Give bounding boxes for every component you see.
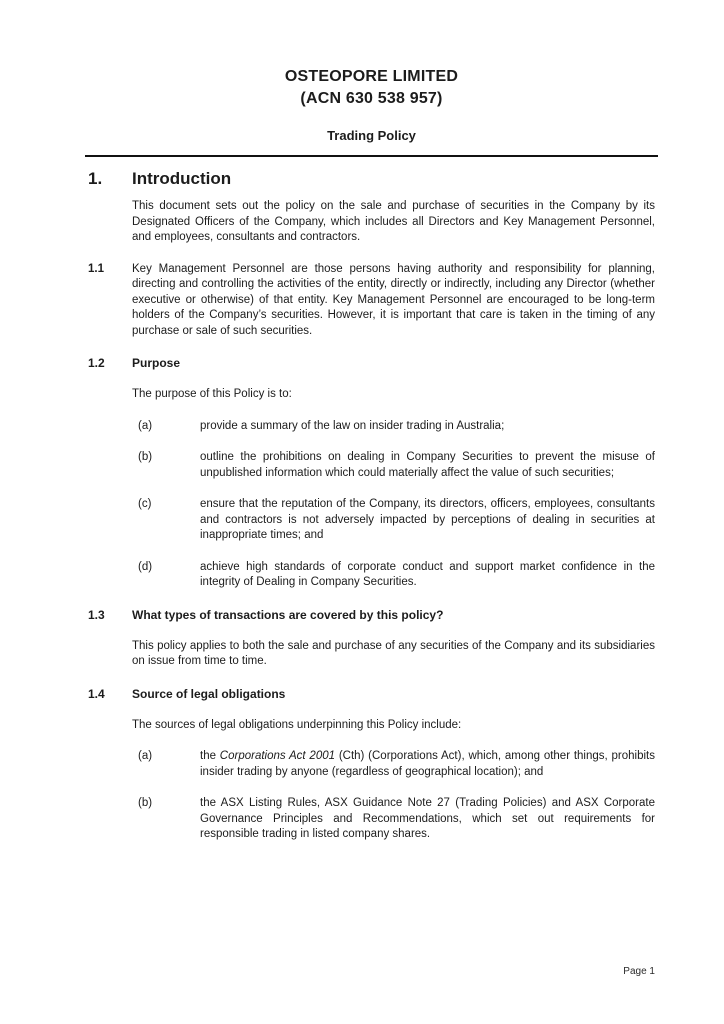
section-1-intro-paragraph: This document sets out the policy on the sale and purchase of securities in the Company by its Designated Officers of the Company, which includes all Directors and Key Management Personnel, and employees, consultants and contractors. — [132, 200, 655, 243]
clause-1-3-heading: What types of transactions are covered by this policy? — [132, 607, 444, 622]
clause-1-3-transactions — [88, 607, 655, 670]
list-item-label: (c) — [138, 498, 152, 510]
clause-1-1-row — [88, 262, 655, 340]
list-item-1-4-a — [138, 749, 655, 780]
document-header — [88, 66, 655, 145]
list-item-text: outline the prohibitions on dealing in Company Securities to prevent the misuse of unpublished information which could materially affect the value of such securities; — [200, 451, 655, 479]
list-item-label: (d) — [138, 560, 153, 573]
list-item-text-prefix: the — [200, 750, 220, 762]
list-item-1-4-b — [138, 796, 655, 843]
clause-1-4-legal-obligations — [88, 686, 655, 843]
section-1-number: 1. — [88, 169, 103, 188]
clause-1-2-lead: The purpose of this Policy is to: — [132, 388, 292, 400]
list-item-text-suffix: (Cth) (Corporations Act), which, among other things, prohibits insider trading by anyone (regardless of geographical location); and — [200, 750, 655, 778]
clause-1-4-heading-row — [88, 686, 655, 702]
list-item-1-2-b — [138, 450, 655, 481]
clause-1-2-purpose — [88, 355, 655, 591]
statute-name-italic: Corporations Act 2001 — [219, 750, 336, 762]
list-item-text: ensure that the reputation of the Company, its directors, officers, employees, consultants and contractors is not adversely impacted by perceptions of dealing in securities at inappropriate times; and — [200, 498, 655, 541]
section-1-title: Introduction — [132, 169, 232, 188]
clause-1-4-number: 1.4 — [88, 686, 105, 701]
clause-1-1 — [88, 262, 655, 340]
clause-1-4-lead: The sources of legal obligations underpinning this Policy include: — [132, 718, 462, 731]
list-item-text: achieve high standards of corporate conduct and support market confidence in the integrity of Dealing in Company Securities. — [200, 560, 655, 588]
list-item-1-2-d — [138, 560, 655, 591]
section-1-heading — [88, 168, 655, 189]
clause-1-2-heading-row — [88, 355, 655, 371]
list-item-label: (a) — [138, 419, 153, 432]
list-item-label: (b) — [138, 451, 153, 463]
document-content — [88, 66, 655, 843]
list-item-text — [200, 749, 655, 780]
company-acn: (ACN 630 538 957) — [300, 90, 443, 107]
document-title: Trading Policy — [327, 128, 416, 143]
clause-1-3-heading-row — [88, 607, 655, 623]
clause-1-3-number: 1.3 — [88, 607, 105, 622]
page-number: Page 1 — [623, 966, 655, 977]
list-item-text: provide a summary of the law on insider trading in Australia; — [200, 419, 505, 432]
list-item-text: the ASX Listing Rules, ASX Guidance Note 27 (Trading Policies) and ASX Corporate Governance Principles and Recommendations, which set out requirements for responsible trading in listed company shares. — [200, 797, 655, 840]
list-item-label: (a) — [138, 750, 153, 762]
clause-1-1-paragraph: Key Management Personnel are those persons having authority and responsibility for planning, directing and controlling the activities of the entity, directly or indirectly, including any Director (whether executive or otherwise) of that entity. Key Management Personnel are encouraged to be long-term holders of the Company’s securities. However, it is important that care is taken in the timing of any purchase or sale of such securities. — [132, 262, 655, 337]
company-name: OSTEOPORE LIMITED — [284, 68, 459, 85]
clause-1-2-heading: Purpose — [132, 356, 181, 370]
clause-1-3-paragraph: This policy applies to both the sale and purchase of any securities of the Company and its subsidiaries on issue from time to time. — [132, 639, 655, 667]
list-item-label: (b) — [138, 797, 153, 809]
list-item-1-2-a — [138, 419, 655, 435]
clause-1-2-number: 1.2 — [88, 356, 105, 370]
clause-1-4-heading: Source of legal obligations — [132, 686, 286, 701]
clause-1-1-number: 1.1 — [88, 262, 104, 275]
header-divider-rule — [85, 155, 658, 157]
section-1-introduction — [88, 168, 655, 246]
list-item-1-2-c — [138, 497, 655, 544]
